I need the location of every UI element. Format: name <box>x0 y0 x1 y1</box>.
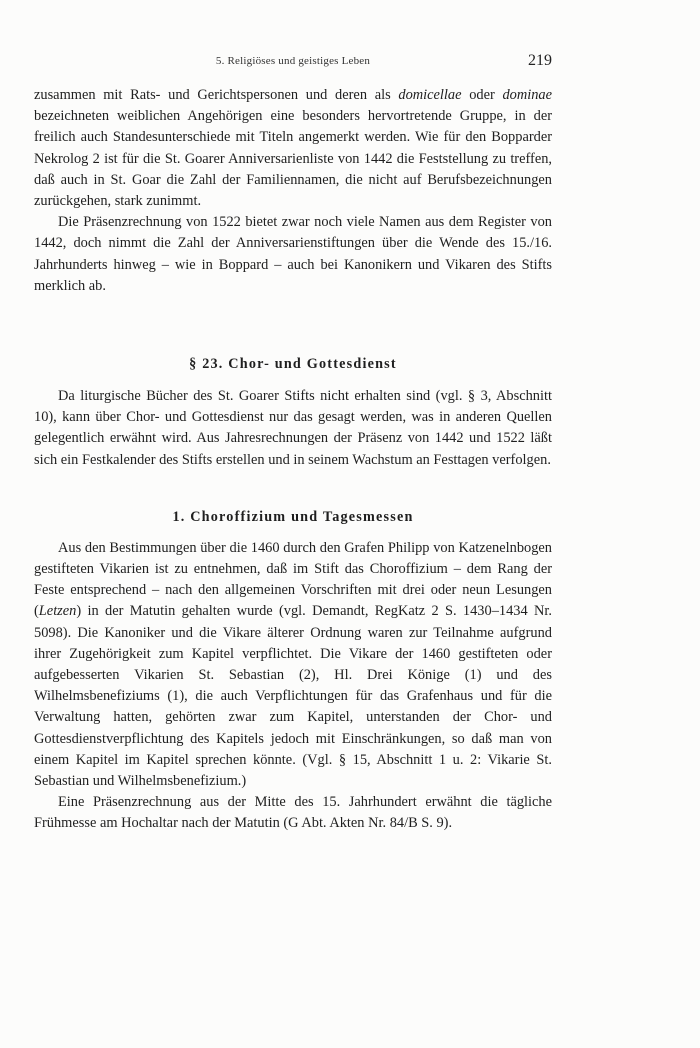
paragraph-fruehmesse: Eine Präsenzrechnung aus der Mitte des 15. Jahrhundert erwähnt die tägliche Frühmesse am Hochaltar nach der Matutin (G Abt. Akten Nr. 84/B S. 9). <box>34 794 552 832</box>
section-heading: § 23. Chor- und Gottesdienst <box>189 356 397 373</box>
page-number: 219 <box>528 52 552 69</box>
running-title: 5. Religiöses und geistiges Leben <box>215 55 371 67</box>
running-header <box>34 52 552 72</box>
page-body <box>34 85 552 835</box>
subsection-heading: 1. Choroffizium und Tagesmessen <box>172 508 414 525</box>
paragraph-choroffizium: Aus den Bestimmungen über die 1460 durch den Grafen Philipp von Katzenelnbogen gestifteten Vikarien ist zu entnehmen, daß im Stift das Choroffizium – dem Rang der Feste entsprechend – nach den allgemeinen Vorschriften mit drei oder neun Lesungen (Letzen) in der Matutin gehalten wurde (vgl. Demandt, RegKatz 2 S. 1430–1434 Nr. 5098). Die Kanoniker und die Vikare älterer Ordnung waren zur Teilnahme aufgrund ihrer Zugehörigkeit zum Kapitel verpflichtet. Die Vikare der 1460 gestifteten oder aufgebesserten Vikarien St. Sebastian (2), Hl. Drei Könige (1) und des Wilhelmsbenefiziums (1), die auch Verpflichtungen für das Grafenhaus und für die Verwaltung hatten, gehörten zwar zum Kapitel, unterstanden der Chor- und Gottesdienstverpflichtung des Kapitels jedoch mit Einschränkungen, so daß man von einem Kapitel im Kapitel sprechen könnte. (Vgl. § 15, Abschnitt 1 u. 2: Vikarie St. Sebastian und Wilhelmsbenefizium.) <box>34 539 552 790</box>
paragraph-liturgische-buecher: Da liturgische Bücher des St. Goarer Stifts nicht erhalten sind (vgl. § 3, Abschnitt 10), kann über Chor- und Gottesdienst nur das gesagt werden, was in anderen Quellen gelegentlich erwähnt wird. Aus Jahresrechnungen der Präsenz von 1442 und 1522 läßt sich ein Festkalender des Stifts erstellen und in seinem Wachstum an Festtagen verfolgen. <box>34 388 552 468</box>
italic-term-domicellae: domicellae <box>398 87 462 103</box>
italic-term-dominae: dominae <box>502 87 553 103</box>
paragraph-praesenzrechnung-1522: Die Präsenzrechnung von 1522 bietet zwar noch viele Namen aus dem Register von 1442, doch nimmt die Zahl der Anniversarienstiftungen über die Wende des 15./16. Jahrhunderts hinweg – wie in Boppard – auch bei Kanonikern und Vikaren des Stifts merklich ab. <box>34 214 552 294</box>
paragraph-continuation: zusammen mit Rats- und Gerichtspersonen und deren als domicellae oder dominae bezeichneten weiblichen Angehörigen eine besonders hervortretende Gruppe, in der freilich auch Standesunterschiede mit Titeln angemerkt werden. Wie für den Bopparder Nekrolog 2 ist für die St. Goarer Anniversarienliste von 1442 die Feststellung zu treffen, daß auch in St. Goar die Zahl der Familiennamen, die nicht auf Berufsbezeichnungen zurückgehen, stark zunimmt. <box>34 87 553 210</box>
italic-term-letzen: Letzen <box>38 603 77 620</box>
